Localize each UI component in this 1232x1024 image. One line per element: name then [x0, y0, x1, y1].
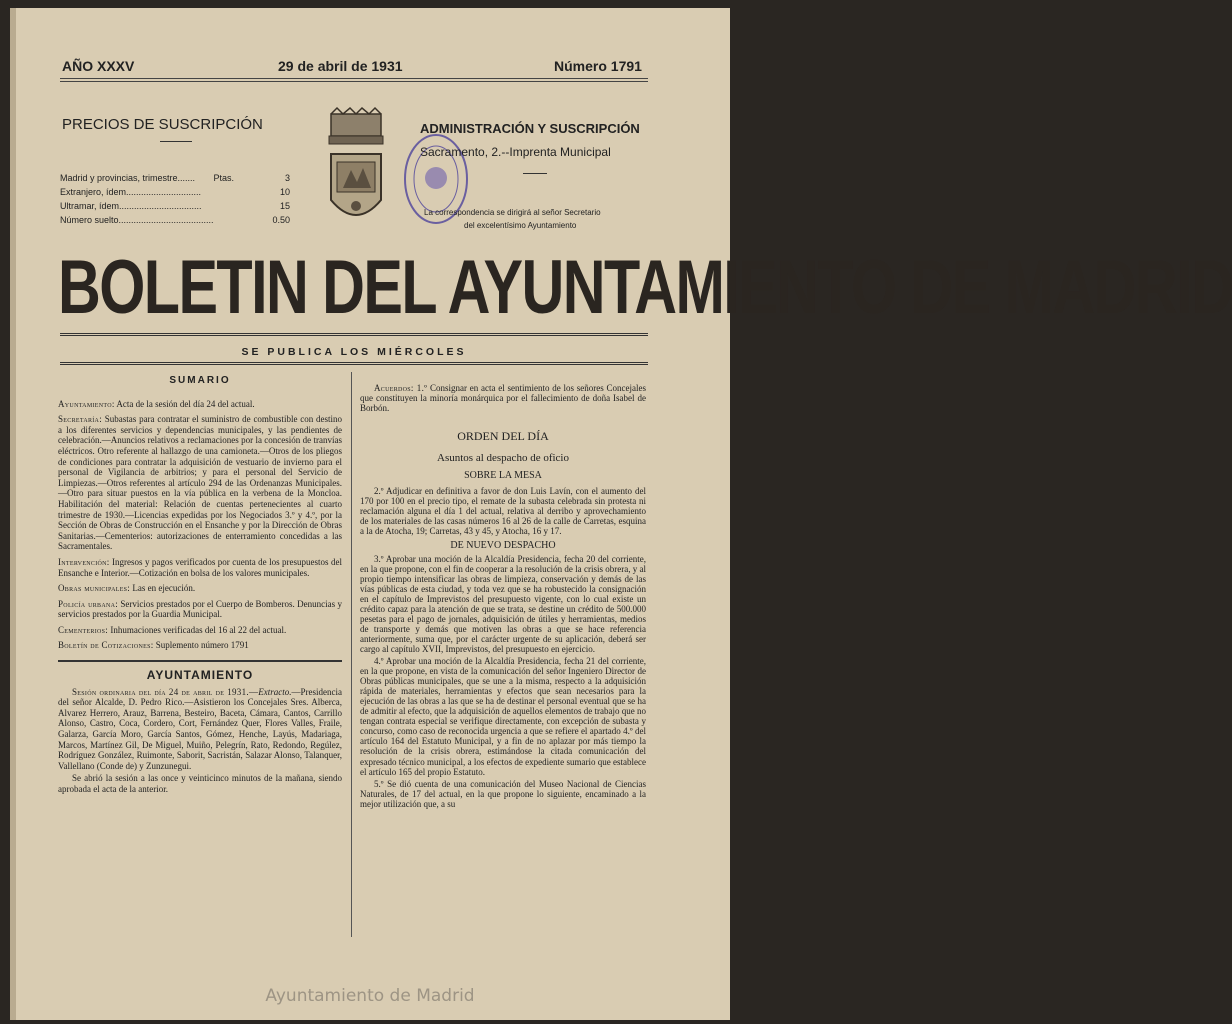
issue-date: 29 de abril de 1931 [278, 58, 403, 74]
sumario-entry: Policía urbana: Servicios prestados por el Cuerpo de Bomberos. Denuncias y servicios prestados por la Guardia Municipal. [58, 598, 343, 620]
admin-note-2: del excelentísimo Ayuntamiento [464, 221, 577, 230]
subscription-prices [60, 171, 290, 227]
tagline: SE PUBLICA LOS MIÉRCOLES [241, 346, 467, 358]
nuevo-despacho-heading: DE NUEVO DESPACHO [450, 539, 556, 551]
admin-address: Sacramento, 2.--Imprenta Municipal [420, 145, 611, 159]
tagline-rule [60, 362, 648, 365]
column-divider [351, 372, 352, 937]
sobre-la-mesa-heading: SOBRE LA MESA [464, 470, 542, 482]
archive-watermark: Ayuntamiento de Madrid [265, 986, 475, 1006]
sumario-entry: Secretaría: Subastas para contratar el suministro de combustible con destino a los diferentes servicios y dependencias municipales, y las pendientes de celebración.—Anuncios relativos a reclamaciones por la concesión de tranvías eléctricos. Otro referente al hallazgo de una camioneta.—Otros de los pliegos de condiciones para contratar la adquisición de vestuario de invierno para el personal de Vigilancia de arbitrios; y para el personal del Servicio de Limpiezas.—Otros referentes al artículo 294 de las Ordenanzas Municipales.—Otro para situar puestos en la vía pública en la verbena de la Moncloa. Habilitación del material: Relación de cuentas pertenecientes al cuarto trimestre de 1930.—Licencias expedidas por los Negociados 3.º y 4.º, por la Sección de Obras de Construcción en el Ensanche y por la Dirección de Obras Sanitarias.—Cementerios: autorizaciones de enterramiento concedidas a las Sacramentales. [58, 414, 342, 552]
newspaper-page [10, 8, 1232, 1020]
price-row-ultramar: Ultramar, ídem................................. 15 [60, 201, 290, 211]
subscription-underline [160, 141, 192, 142]
sumario-title: SUMARIO [169, 375, 231, 386]
issue-number: Número 1791 [554, 58, 642, 74]
session-paragraph-2: Se abrió la sesión a las once y veinticinco minutos de la mañana, siendo aprobada el acta de la anterior. [58, 773, 342, 794]
right-column [360, 383, 646, 811]
sumario-entry: Ayuntamiento: Acta de la sesión del día 24 del actual. [58, 398, 255, 409]
orden-del-dia-heading: ORDEN DEL DÍA [457, 429, 549, 444]
page-spine [10, 8, 16, 1020]
admin-note-1: La correspondencia se dirigirá al señor Secretario [424, 208, 601, 217]
ayuntamiento-title: AYUNTAMIENTO [146, 668, 254, 683]
sumario-entry: Boletín de Cotizaciones: Suplemento número 1791 [58, 640, 249, 651]
subscription-title: PRECIOS DE SUSCRIPCIÓN [62, 116, 263, 133]
section-rule [58, 660, 342, 662]
price-row-extranjero: Extranjero, ídem.............................. 10 [60, 187, 290, 197]
agenda-item-3: 3.º Aprobar una moción de la Alcaldía Presidencia, fecha 20 del corriente, en la que propone, con el fin de cooperar a la resolución de la crisis obrera, y al propio tiempo intensificar las obras de limpieza, conservación y demás de las vías públicas de esta ciudad, y toda vez que se ha robustecido la consignación en el capítulo de Imprevistos del presupuesto vigente, con lo cual existe un crédito capaz para la atención de que se trata, se destine un crédito de 500.000 pesetas para el pago de jornales, adquisición de útiles y herramientas, medios de transporte y demás que motiven las obras a que se hace referencia anteriormente, suma que, por el carácter urgente de su aplicación, deberá ser cargo al capítulo XVII, Imprevistos, del presupuesto en ejercicio. [360, 553, 646, 654]
admin-underline [523, 173, 547, 174]
agenda-item-5: 5.º Se dió cuenta de una comunicación del Museo Nacional de Ciencias Naturales, de 17 del actual, en la que propone lo siguiente, encaminado a la mejor utilización que, a su [360, 778, 646, 809]
admin-title: ADMINISTRACIÓN Y SUSCRIPCIÓN [420, 121, 640, 136]
agenda-item-4: 4.º Aprobar una moción de la Alcaldía Presidencia, fecha 21 del corriente, en la que propone, en vista de la comunicación del señor Ingeniero Director de Obras públicas municipales, que se une a la misma, respecto a la adquisición rápida de materiales, herramientas y efectos que sean necesarios para la ejecución de las obras a las que se ha de destinar el personal eventual que se ha de admitir al efecto, que la adquisición de aquellos elementos de trabajo que no tengan contrata especial se verifique directamente, con excepción de subasta y concurso, como caso de reconocida urgencia a que se refiere el apartado 4.º del artículo 164 del Estatuto Municipal, y a fin de no aplazar por más tiempo la resolución de la crisis obrera, estimándose la citada comunicación del expresado técnico municipal, a los efectos de expediente sumario que establece el artículo 165 del propio Estatuto. [360, 656, 646, 777]
year-label: AÑO XXXV [62, 58, 135, 74]
session-paragraph: Sesión ordinaria del día 24 de abril de 1931.—Extracto.—Presidencia del señor Alcalde, D. Pedro Rico.—Asistieron los Concejales Sres. Alberca, Alvarez Herrero, Arauz, Barrena, Besteiro, Baceta, Cámara, Cantos, Carrillo Alonso, Castro, Coca, Cordero, Cort, Fernández Quer, Flores Valles, Fraile, Galarza, García Moro, García Santos, Gómez, Henche, Layús, Madariaga, Marcos, Martínez Gil, De Miguel, Muiño, Pelegrín, Rato, Redondo, Regúlez, Rodríguez González, Ruimonte, Saborit, Sacristán, Salazar Alonso, Talanquer, Vallellano (Conde de) y Zunzunegui. [58, 686, 342, 771]
left-column [58, 376, 342, 797]
masthead-title: BOLETIN DEL AYUNTAMIENTO DE MADRID [58, 245, 1232, 330]
coat-of-arms-icon [323, 108, 389, 233]
masthead-rule [60, 333, 648, 336]
sumario-entry: Intervención: Ingresos y pagos verificados por cuenta de los presupuestos del Ensanche e Interior.—Cotización en bolsa de los valores municipales. [58, 556, 342, 578]
header-rule-2 [60, 81, 648, 82]
price-row-suelto: Número suelto...................................... 0.50 [60, 215, 290, 225]
price-row-madrid: Madrid y provincias, trimestre....... Ptas. 3 [60, 173, 290, 183]
header-rule [60, 78, 648, 79]
agenda-item-2: 2.º Adjudicar en definitiva a favor de don Luis Lavín, con el aumento del 170 por 100 en el precio tipo, el remate de la subasta celebrada sin protesta ni reclamación alguna el día 1 del actual, relativa al derribo y aprovechamiento de los materiales de las casas números 16 al 26 de la calle de Carretas, esquina a la de Atocha, 19; Carretas, 43 y 45, y Atocha, 16 y 17. [360, 486, 646, 537]
sumario-entry: Cementerios: Inhumaciones verificadas del 16 al 22 del actual. [58, 624, 287, 635]
acuerdos-paragraph: Acuerdos: 1.º Consignar en acta el sentimiento de los señores Concejales que constituyen la minoría monárquica por el fallecimiento de doña Isabel de Borbón. [360, 383, 646, 414]
sumario-entry: Obras municipales: Las en ejecución. [58, 583, 196, 594]
asuntos-heading: Asuntos al despacho de oficio [437, 452, 569, 465]
